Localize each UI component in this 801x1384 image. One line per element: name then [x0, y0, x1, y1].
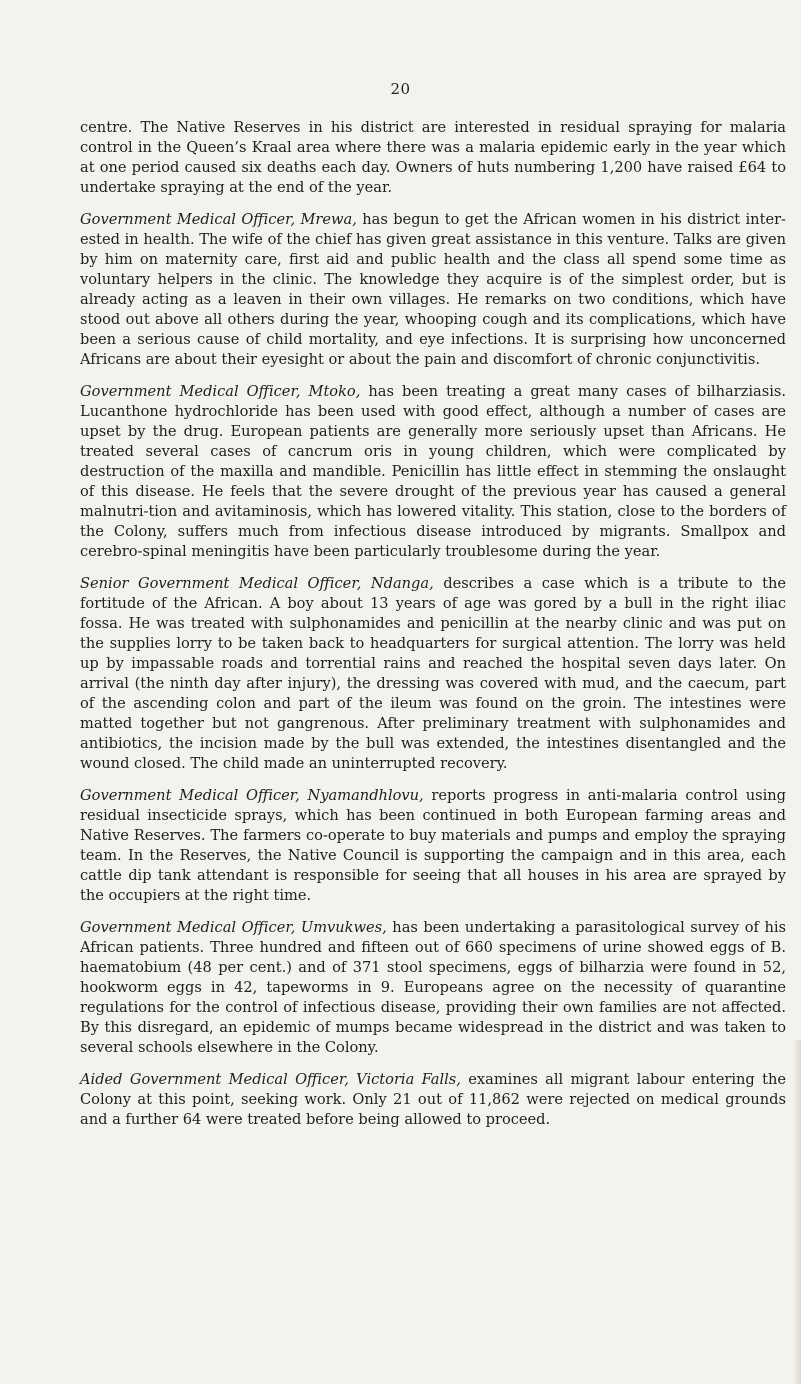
body-text [80, 118, 786, 1142]
paragraph [80, 382, 786, 562]
paragraph-text: has begun to get the African women in his district inter-ested in health. The wife of the chief has given great assistance in this venture. Talks are given by him on maternity care, first aid and public health and the class all spend some time as voluntary helpers in the clinic. The knowledge they acquire is of the simplest order, but is already acting as a leaven in their own villages. He remarks on two conditions, which have stood out above all others during the year, whooping cough and its complications, which have been a serious cause of child mortality, and eye infections. It is surprising how unconcerned Africans are about their eyesight or about the pain and discomfort of chronic conjunctivitis. [80, 211, 786, 368]
paragraph-lead: Government Medical Officer, Umvukwes, [80, 919, 387, 936]
paragraph-lead: Government Medical Officer, Nyamandhlovu, [80, 787, 424, 804]
paragraph-text: describes a case which is a tribute to the fortitude of the African. A boy about 13 years of age was gored by a bull in the right iliac fossa. He was treated with sulphonamides and penicillin at the nearby clinic and was put on the supplies lorry to be taken back to headquarters for surgical attention. The lorry was held up by impassable roads and torrential rains and reached the hospital seven days later. On arrival (the ninth day after injury), the dressing was covered with mud, and the caecum, part of the ascending colon and part of the ileum was found on the groin. The intestines were matted together but not gangrenous. After preliminary treatment with sulphonamides and antibiotics, the incision made by the bull was extended, the intestines disentangled and the wound closed. The child made an uninterrupted recovery. [80, 575, 786, 772]
paragraph [80, 118, 786, 198]
paragraph [80, 1070, 786, 1130]
paragraph [80, 210, 786, 370]
paragraph-lead: Senior Government Medical Officer, Ndanga, [80, 575, 434, 592]
paragraph-text: has been undertaking a parasitological survey of his African patients. Three hundred and fifteen out of 660 specimens of urine showed eggs of B. haematobium (48 per cent.) and of 371 stool specimens, eggs of bilharzia were found in 52, hookworm eggs in 42, tapeworms in 9. Europeans agree on the necessity of quarantine regulations for the control of infectious disease, providing their own families are not affected. By this disregard, an epidemic of mumps became widespread in the district and was taken to several schools elsewhere in the Colony. [80, 919, 786, 1056]
paragraph-text: examines all migrant labour entering the Colony at this point, seeking work. Only 21 out of 11,862 were rejected on medical grounds and a further 64 were treated before being allowed to proceed. [80, 1071, 786, 1128]
paragraph [80, 786, 786, 906]
paragraph [80, 574, 786, 774]
paragraph-text: centre. The Native Reserves in his district are interested in residual spraying for malaria control in the Queen’s Kraal area where there was a malaria epidemic early in the year which at one period caused six deaths each day. Owners of huts numbering 1,200 have raised £64 to undertake spraying at the end of the year. [80, 119, 786, 196]
page-number: 20 [390, 80, 411, 98]
paragraph-lead: Government Medical Officer, Mtoko, [80, 383, 361, 400]
paragraph-text: has been treating a great many cases of bilharziasis. Lucanthone hydrochloride has been used with good effect, although a number of cases are upset by the drug. European patients are generally more seriously upset than Africans. He treated several cases of cancrum oris in young children, which were complicated by destruction of the maxilla and mandible. Penicillin has little effect in stemming the onslaught of this disease. He feels that the severe drought of the previous year has caused a general malnutri-tion and avitaminosis, which has lowered vitality. This station, close to the borders of the Colony, suffers much from infectious disease introduced by migrants. Smallpox and cerebro-spinal meningitis have been particularly troublesome during the year. [80, 383, 786, 560]
paragraph [80, 918, 786, 1058]
paragraph-text: reports progress in anti-malaria control using residual insecticide sprays, which has been continued in both European farming areas and Native Reserves. The farmers co-operate to buy materials and pumps and employ the spraying team. In the Reserves, the Native Council is supporting the campaign and in this area, each cattle dip tank attendant is responsible for seeing that all houses in his area are sprayed by the occupiers at the right time. [80, 787, 786, 904]
scan-edge-shadow [793, 1040, 801, 1384]
paragraph-lead: Government Medical Officer, Mrewa, [80, 211, 357, 228]
paragraph-lead: Aided Government Medical Officer, Victoria Falls, [80, 1071, 461, 1088]
